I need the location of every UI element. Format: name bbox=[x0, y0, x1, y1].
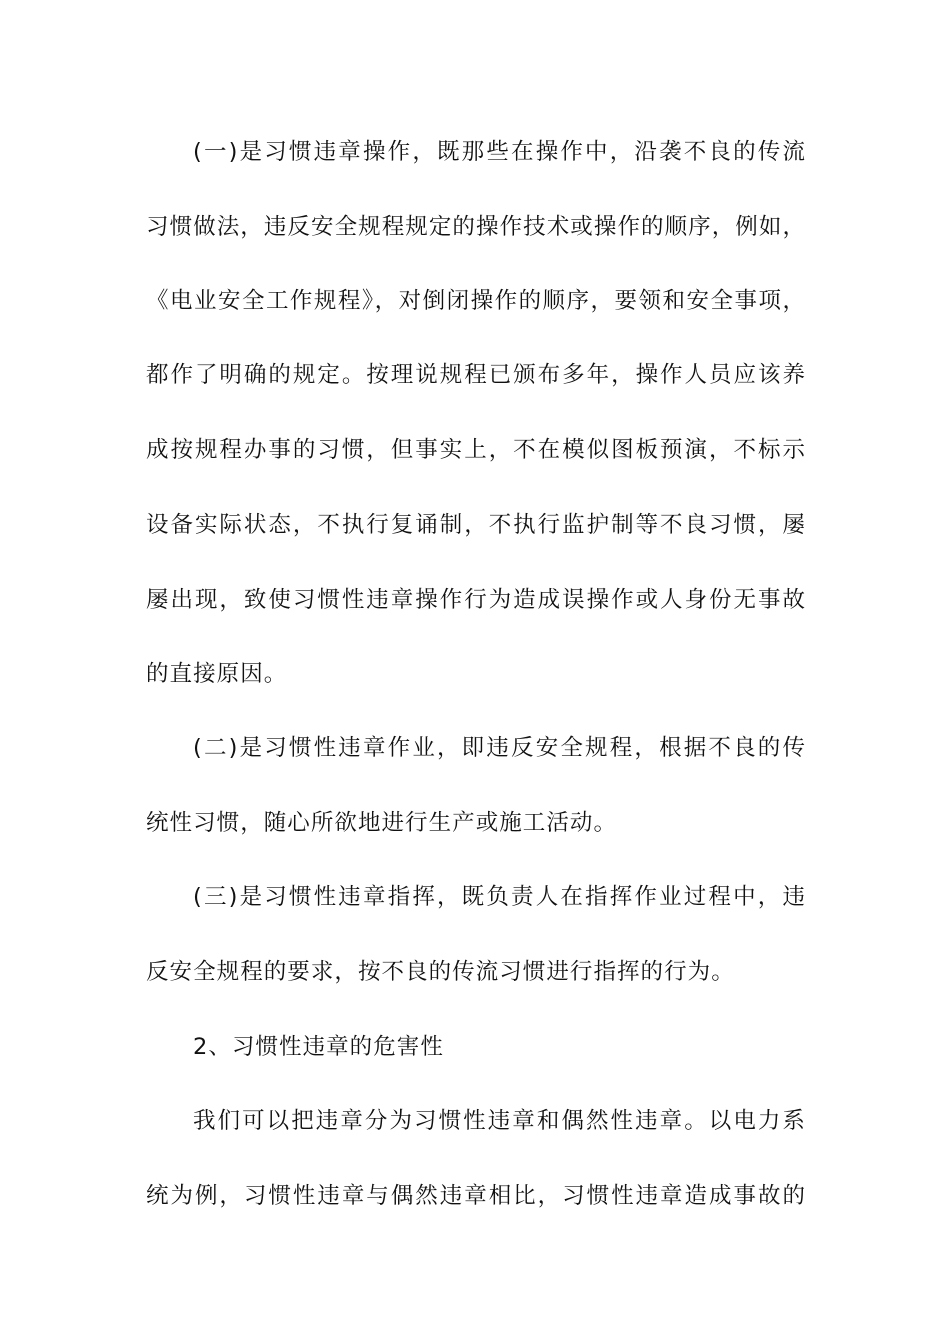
text-line: 反安全规程的要求，按不良的传流习惯进行指挥的行为。 bbox=[146, 959, 735, 985]
text-line: 都作了明确的规定。按理说规程已颁布多年，操作人员应该养 bbox=[146, 362, 806, 388]
text-line: 设备实际状态，不执行复诵制，不执行监护制等不良习惯，屡 bbox=[146, 512, 806, 538]
text-line: 习惯做法，违反安全规程规定的操作技术或操作的顺序，例如， bbox=[146, 214, 806, 240]
text-line: (三)是习惯性违章指挥，既负责人在指挥作业过程中，违 bbox=[193, 884, 806, 910]
text-line: 的直接原因。 bbox=[146, 661, 288, 687]
text-line: 《电业安全工作规程》，对倒闭操作的顺序，要领和安全事项， bbox=[146, 288, 806, 314]
text-line: 成按规程办事的习惯，但事实上，不在模似图板预演，不标示 bbox=[146, 437, 806, 463]
text-line: (二)是习惯性违章作业，即违反安全规程，根据不良的传 bbox=[193, 735, 806, 761]
text-line: (一)是习惯违章操作，既那些在操作中，沿袭不良的传流 bbox=[193, 139, 806, 165]
text-line: 统为例，习惯性违章与偶然违章相比，习惯性违章造成事故的 bbox=[146, 1183, 806, 1209]
text-line: 我们可以把违章分为习惯性违章和偶然性违章。以电力系 bbox=[193, 1108, 806, 1134]
text-line: 屡出现，致使习惯性违章操作行为造成误操作或人身份无事故 bbox=[146, 587, 806, 613]
text-line: 统性习惯，随心所欲地进行生产或施工活动。 bbox=[146, 810, 618, 836]
section-heading: 2、习惯性违章的危害性 bbox=[193, 1034, 444, 1060]
